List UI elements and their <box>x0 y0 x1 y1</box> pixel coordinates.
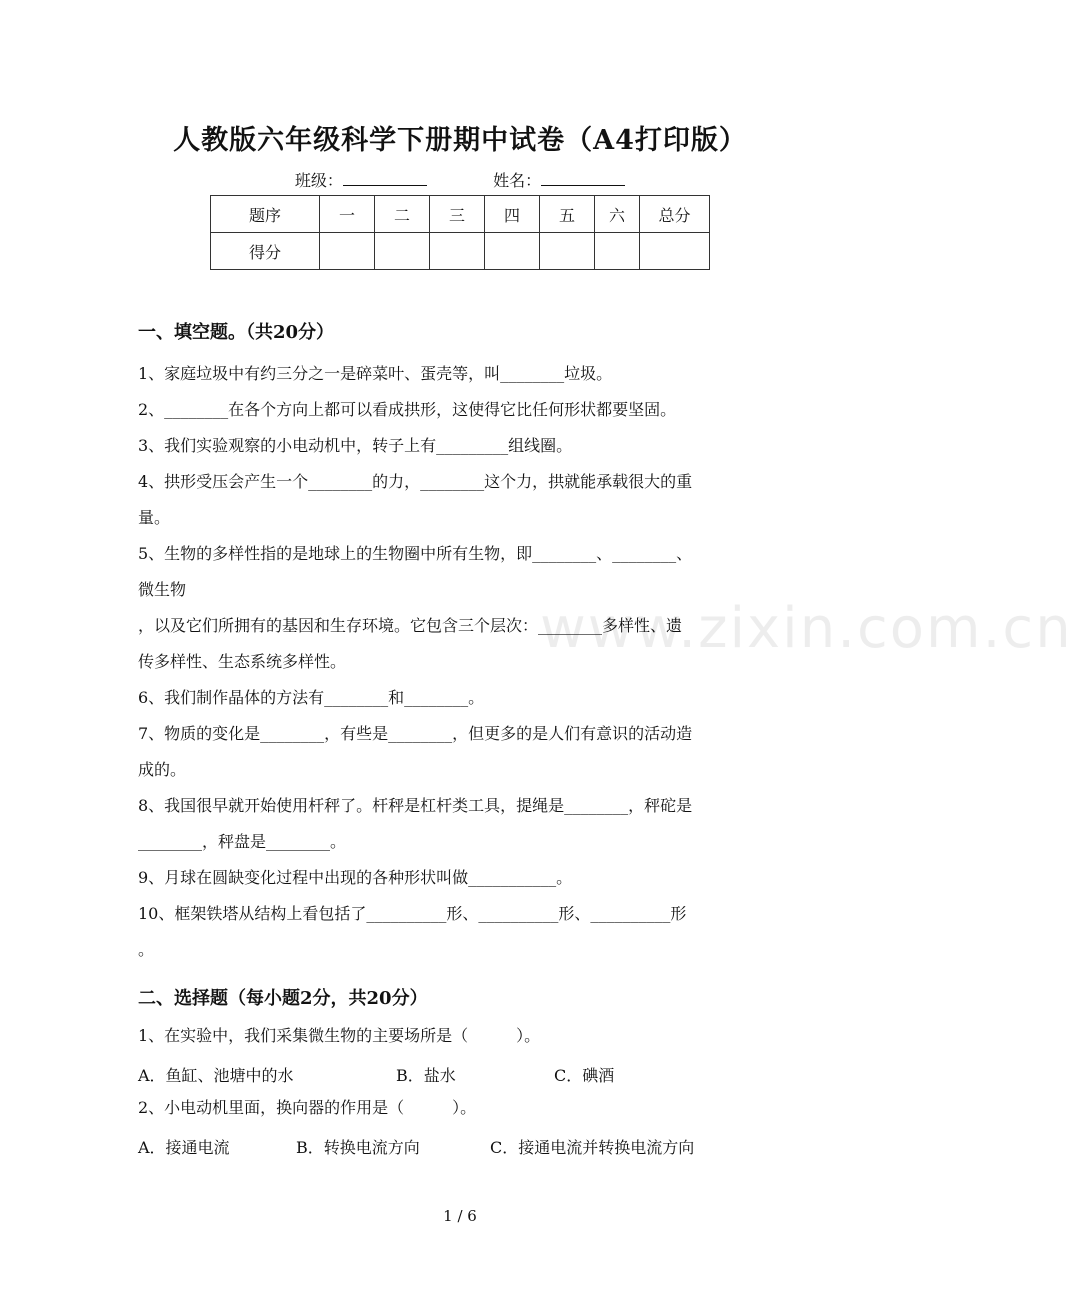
score-header-cell: 题序 <box>211 196 320 233</box>
question-line: 10、框架铁塔从结构上看包括了__________形、__________形、__________形 <box>138 904 687 923</box>
score-header-row <box>211 196 710 233</box>
question-line: 4、拱形受压会产生一个________的力，________这个力，拱就能承载很大的重 <box>138 472 693 491</box>
student-info <box>0 168 920 191</box>
choice-question-1 <box>138 1018 783 1054</box>
name-label: 姓名： <box>493 171 542 190</box>
question-line: 。 <box>138 940 155 959</box>
score-cell <box>430 233 485 270</box>
class-label: 班级： <box>294 171 343 190</box>
score-header-cell: 四 <box>485 196 540 233</box>
question-line: 量。 <box>138 508 171 527</box>
question-line: 传多样性、生态系统多样性。 <box>138 652 347 671</box>
section-1-heading: 一、填空题。（共20分） <box>138 322 335 343</box>
question-line: 成的。 <box>138 760 187 779</box>
score-header-cell: 三 <box>430 196 485 233</box>
question-stem: 1、在实验中，我们采集微生物的主要场所是（ ）。 <box>138 1026 541 1045</box>
question-line: 5、生物的多样性指的是地球上的生物圈中所有生物，即________、________、 <box>138 544 693 563</box>
watermark: www.zixin.com.cn <box>540 596 1073 661</box>
score-cell <box>375 233 430 270</box>
page-title: 人教版六年级科学下册期中试卷（A4打印版） <box>173 125 747 156</box>
score-header-cell: 二 <box>375 196 430 233</box>
option-a: A．鱼缸、池塘中的水 <box>138 1066 294 1085</box>
score-cell <box>640 233 710 270</box>
question-stem: 2、小电动机里面，换向器的作用是（ ）。 <box>138 1098 477 1117</box>
question-line: 8、我国很早就开始使用杆秤了。杆秤是杠杆类工具，提绳是________，秤砣是 <box>138 796 693 815</box>
score-cell <box>595 233 640 270</box>
option-b: B．盐水 <box>396 1066 456 1085</box>
option-a: A．接通电流 <box>138 1138 230 1157</box>
question-line: 微生物 <box>138 580 187 599</box>
score-cell <box>320 233 375 270</box>
name-blank <box>541 171 625 186</box>
score-table <box>210 195 710 270</box>
question-line: 6、我们制作晶体的方法有________和________。 <box>138 688 485 707</box>
score-header-cell: 五 <box>540 196 595 233</box>
score-row-label: 得分 <box>211 233 320 270</box>
question-line: ________，秤盘是________。 <box>138 832 347 851</box>
question-line: 1、家庭垃圾中有约三分之一是碎菜叶、蛋壳等，叫________垃圾。 <box>138 364 613 383</box>
score-header-cell: 一 <box>320 196 375 233</box>
page-number: 1 / 6 <box>443 1207 477 1225</box>
score-cell <box>540 233 595 270</box>
question-line: 3、我们实验观察的小电动机中，转子上有_________组线圈。 <box>138 436 573 455</box>
option-c: C．接通电流并转换电流方向 <box>490 1138 695 1157</box>
score-header-cell: 总分 <box>640 196 710 233</box>
choice-question-2 <box>138 1090 783 1126</box>
option-c: C．碘酒 <box>554 1066 615 1085</box>
question-line: 2、________在各个方向上都可以看成拱形，这使得它比任何形状都要坚固。 <box>138 400 677 419</box>
fill-in-questions <box>138 356 783 968</box>
score-value-row <box>211 233 710 270</box>
question-line: ，以及它们所拥有的基因和生存环境。它包含三个层次：________多样性、遗 <box>138 616 683 635</box>
score-header-cell: 六 <box>595 196 640 233</box>
class-blank <box>343 171 427 186</box>
section-2-heading: 二、选择题（每小题2分，共20分） <box>138 988 428 1009</box>
option-b: B．转换电流方向 <box>296 1138 420 1157</box>
question-line: 7、物质的变化是________，有些是________，但更多的是人们有意识的活动造 <box>138 724 693 743</box>
question-line: 9、月球在圆缺变化过程中出现的各种形状叫做___________。 <box>138 868 573 887</box>
score-cell <box>485 233 540 270</box>
